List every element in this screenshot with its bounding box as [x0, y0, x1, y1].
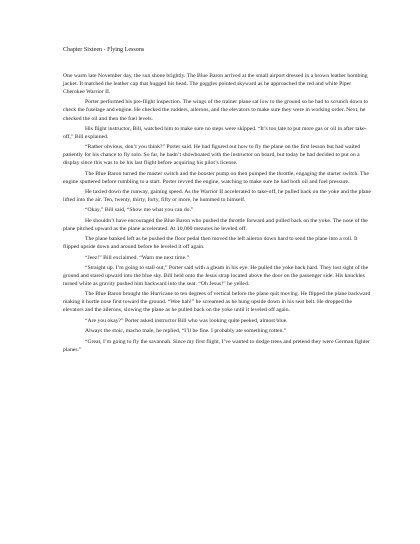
paragraph: Porter performed his pre-flight inspection. The wings of the trainer plane sat low to the ground so he had to scrunch down to check the fuselage and engine. He checked the rudders, ailerons, and the elevators to make sure they were in working order. Next, he checked the oil and then the fuel levels. — [63, 99, 369, 122]
paragraph: The Blue Baron turned the master switch and the booster pump on then pumped the throttle, engaging the starter switch. The engine sputtered before rumbling to a start. Porter revved the engine, watching to make sure he had both oil and fuel pressure. — [63, 170, 369, 185]
paragraph: He shouldn’t have encouraged the Blue Baron who pushed the throttle forward and pulled back on the yoke. The nose of the plane pitched upward as the plane accelerated. At 10,000 mezures he leveled off. — [63, 217, 368, 232]
paragraph: The Blue Baron brought the Hurricane to ten degrees of vertical before the plane quit moving. He flipped the plane backward making it hurtle nose first toward the ground. “Wee hah!” he screamed as he hung upside down in his seat belt. He dropped the elevators and the ailerons, slowing the plane as he pulled back on the yoke until it leveled off again. — [63, 291, 371, 314]
paragraph: One warm late November day, the sun shone brightly. The Blue Baron arrived at the small airport dressed in a brown leather bombing jacket. It matched the leather cap that hugged his head. The goggles pointed skyward as he approached the red and white Piper Cherokee Warrior II. — [63, 73, 368, 96]
paragraph: “Rather obvious, don’t you think?” Porter said. He had figured out how to fly the plane on the first lesson but had waited patiently for his chance to fly solo. So far, he hadn’t showboated with the instructor on board, but today he had decided to put on a display since this was to be his last flight before acquiring his pilot’s license. — [63, 144, 361, 167]
chapter-title: Chapter Sixteen - Flying Lessons — [63, 47, 145, 53]
paragraph: “Straight up. I’m going to stall out,” Porter said with a gleam in his eye. He pulled the yoke back hard. They lost sight of the ground and stared upward into the blue sky. Bill held onto the Jesus strap located above the door on the passenger side. His knuckles turned white as gravity pushed him backward into the seat. “Oh Jesus!” he yelled. — [63, 264, 369, 288]
paragraph: “Are you okay?” Porter asked instructor Bill who was looking quite peeked, almost blue. — [85, 317, 288, 324]
paragraph: He taxied down the runway, gaining speed. As the Warrior II accelerated to take-off, he pulled back on the yoke and the plane lifted into the air. Ten, twenty, thirty, forty, fifty or more, he hummed to himself. — [63, 189, 371, 204]
paragraph: His flight instructor, Bill, watched him to make sure no steps were skipped. “It’s too late to put more gas or oil in after take-off,” Bill explained. — [63, 125, 367, 140]
paragraph: “Okay,” Bill said, “Show me what you can do.” — [85, 207, 194, 214]
paragraph: “Jeez!” Bill exclaimed. “Warn me next time.” — [85, 254, 190, 261]
paragraph: “Great, I’m going to fly the savannah. Since my first flight, I’ve wanted to dodge trees and pretend they were German fighter planes.” — [63, 338, 370, 353]
paragraph: The plane banked left as he pushed the floor pedal then moved the left aileron down hard to send the plane into a roll. It flipped upside down and around before he leveled it off again. — [63, 236, 358, 251]
body-text — [63, 72, 372, 354]
paragraph: Always the stoic, macho male, he replied, “I’ll be fine. I probably ate something rotten.” — [85, 328, 287, 335]
